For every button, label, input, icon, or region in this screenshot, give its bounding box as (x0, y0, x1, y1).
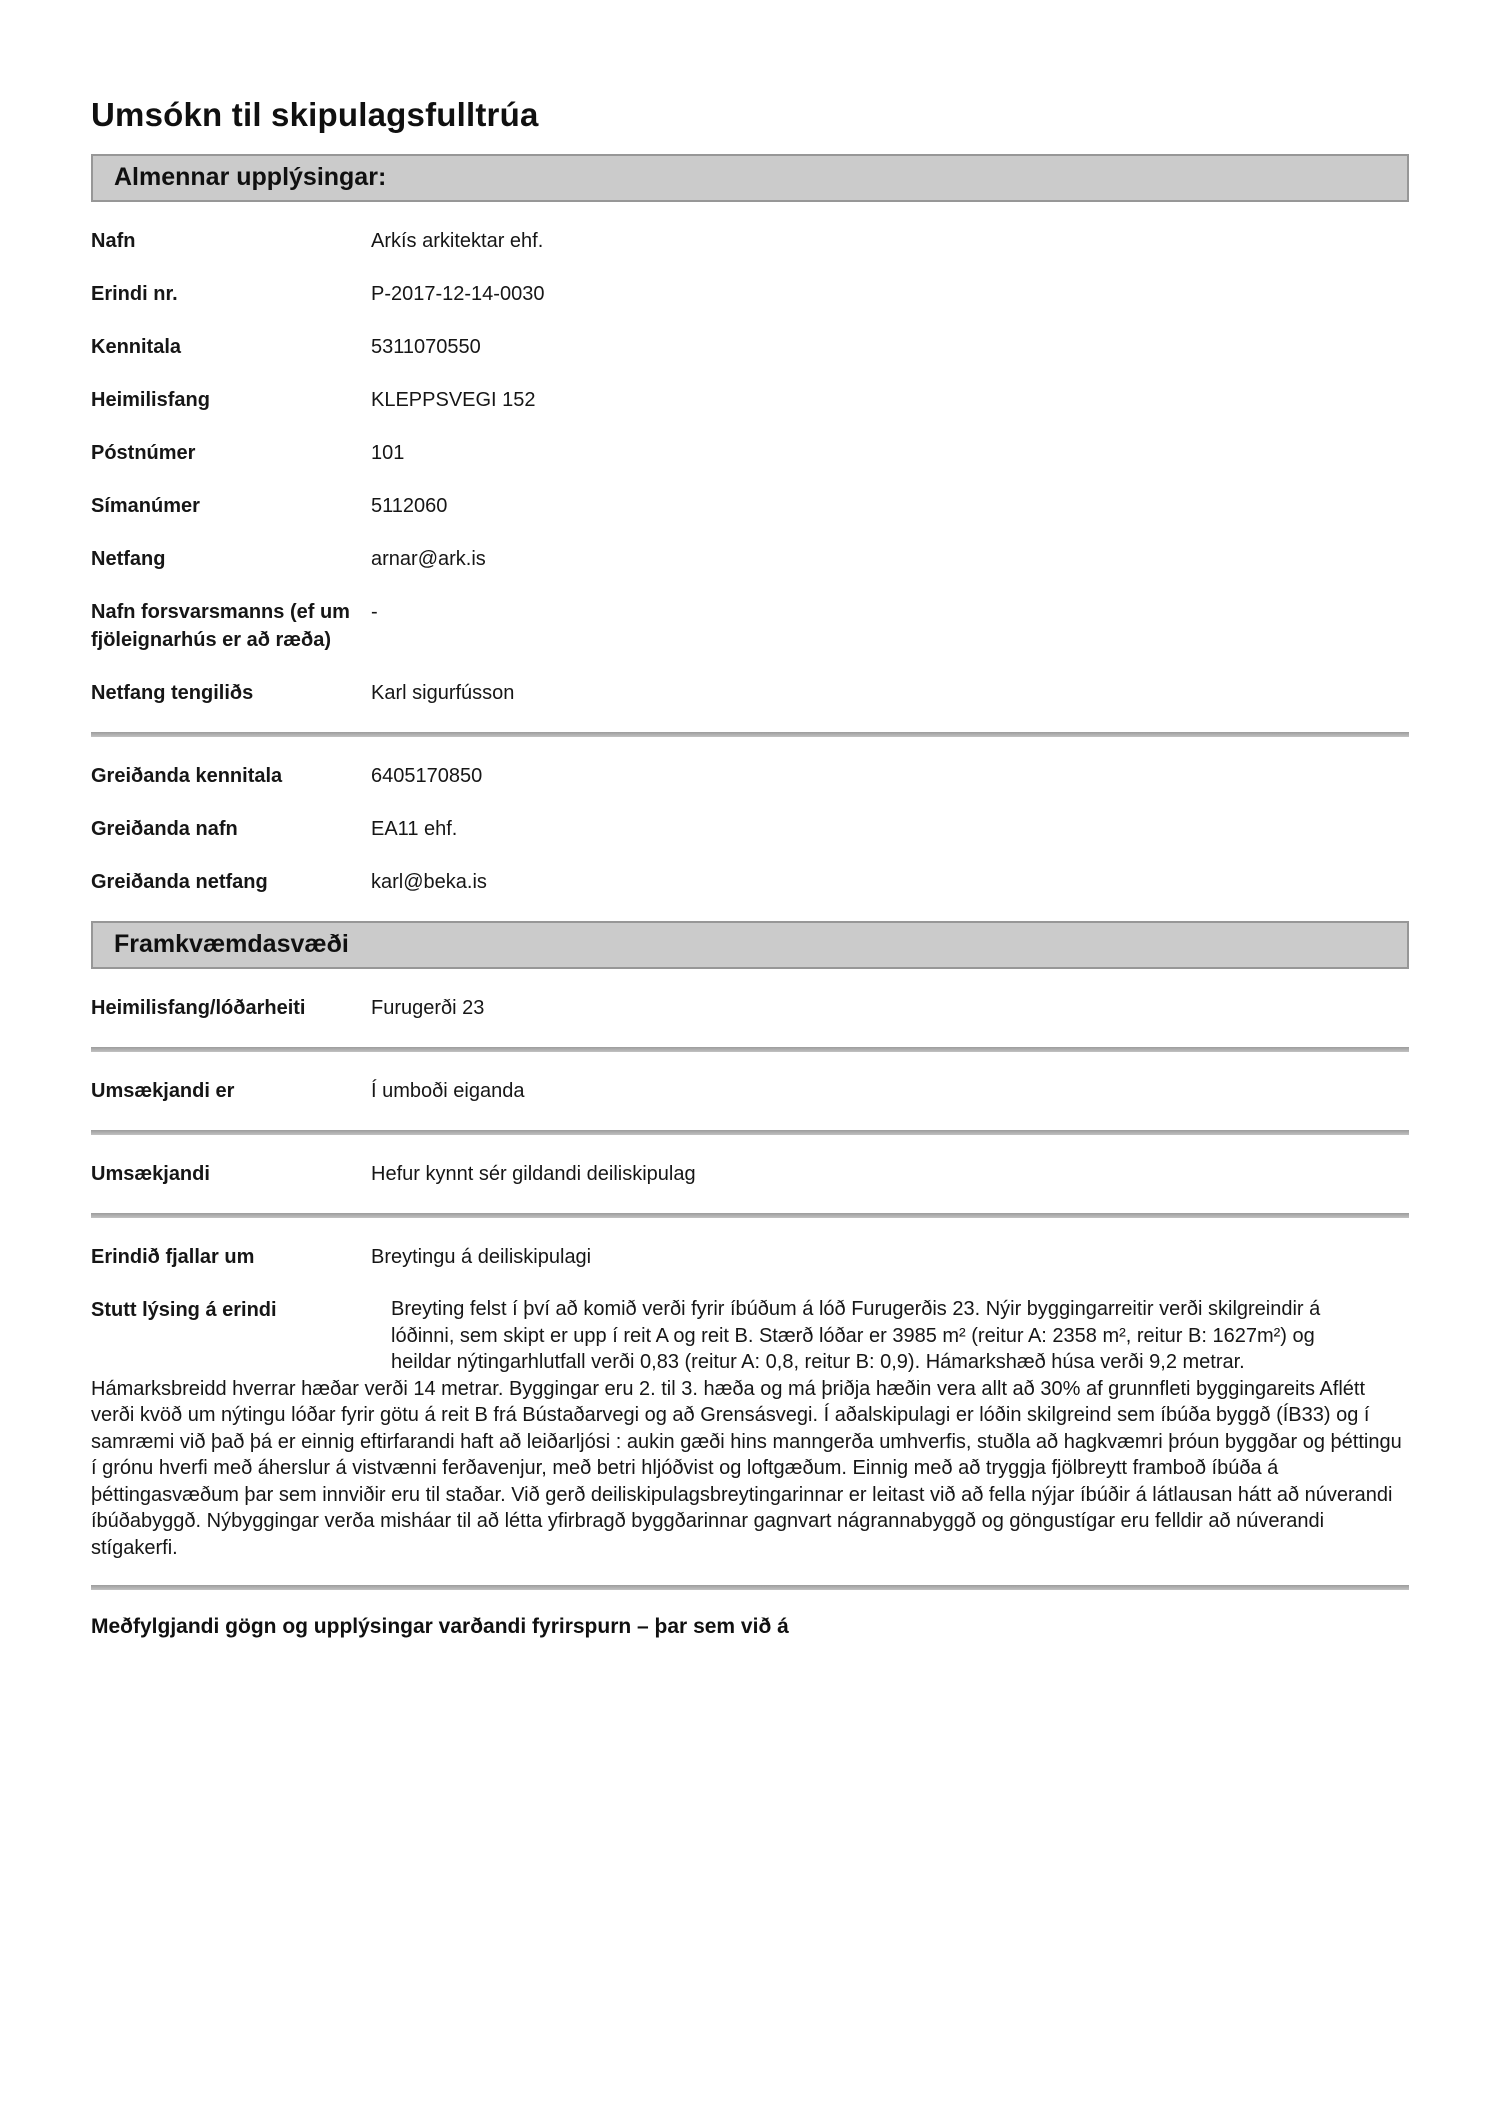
section-header-project: Framkvæmdasvæði (91, 921, 1409, 969)
description-text: Breyting felst í því að komið verði fyrir íbúðum á lóð Furugerðis 23. Nýir byggingarreitir verði skilgreindir á lóðinni, sem skipt er upp í reit A og reit B. Stærð lóðar er 3985 m² (reitur A: 2358 m², reitur B: 1627m²) og heildar nýtingarhlutfall verði 0,83 (reitur A: 0,8, reitur B: 0,9). Hámarkshæð húsa verði 9,2 metrar. Hámarksbreidd hverrar hæðar verði 14 metrar. Byggingar eru 2. til 3. hæða og má þriðja hæðin vera allt að 30% af grunnfleti byggingareits Aflétt verði kvöð um nýtingu lóðar fyrir götu á reit B frá Bústaðarvegi og að Grensásvegi. Í aðalskipulagi er lóðin skilgreind sem íbúða byggð (ÍB33) og í samræmi við það þá er einnig eftirfarandi haft að leiðarljósi : aukin gæði hins manngerða umhverfis, stuðla að hagkvæmri þróun byggðar og þéttingu í grónu hverfi með áherslur á vistvænni ferðavenjur, með betri hljóðvist og loftgæðum. Einnig með að tryggja fjölbreytt framboð íbúða á þéttingasvæðum þar sem innviðir eru til staðar. Við gerð deiliskipulagsbreytingarinnar er leitast við að fella nýjar íbúðir á látlausan hátt að núverandi íbúðabyggð. Nýbyggingar verða misháar til að létta yfirbragð byggðarinnar gagnvart nágrannabyggð og göngustígar eru felldir að núverandi stígakerfi. (91, 1298, 1402, 1559)
field-row (91, 1160, 1409, 1188)
field-label: Símanúmer (91, 495, 200, 517)
field-value: karl@beka.is (371, 871, 487, 893)
field-row (91, 386, 1409, 414)
field-value: Breytingu á deiliskipulagi (371, 1246, 592, 1268)
field-value: 5311070550 (371, 336, 481, 358)
field-row (91, 1077, 1409, 1105)
document-page (91, 0, 1409, 1639)
field-label: Póstnúmer (91, 442, 196, 464)
field-row (91, 492, 1409, 520)
field-row (91, 679, 1409, 707)
field-value: 6405170850 (371, 765, 483, 787)
field-value: Furugerði 23 (371, 997, 485, 1019)
field-label: Netfang (91, 548, 166, 570)
field-row (91, 227, 1409, 255)
field-value: Karl sigurfússon (371, 682, 515, 704)
divider (91, 1130, 1409, 1135)
field-label: Erindið fjallar um (91, 1246, 255, 1268)
field-value: 101 (371, 442, 405, 464)
page-title: Umsókn til skipulagsfulltrúa (91, 96, 539, 133)
field-label: Netfang tengiliðs (91, 682, 254, 704)
divider (91, 732, 1409, 737)
description-label: Stutt lýsing á erindi (91, 1299, 277, 1321)
field-label: Umsækjandi (91, 1163, 210, 1185)
field-row (91, 868, 1409, 896)
field-row (91, 280, 1409, 308)
field-label: Greiðanda netfang (91, 871, 268, 893)
field-label: Kennitala (91, 336, 182, 358)
field-label: Umsækjandi er (91, 1080, 235, 1102)
field-value: - (371, 601, 378, 623)
field-value: arnar@ark.is (371, 548, 486, 570)
field-row (91, 994, 1409, 1022)
field-row (91, 762, 1409, 790)
field-row (91, 439, 1409, 467)
field-label: Greiðanda nafn (91, 818, 238, 840)
field-label: Heimilisfang/lóðarheiti (91, 997, 306, 1019)
description-right-spacer (1345, 1296, 1409, 1352)
field-row (91, 1243, 1409, 1271)
field-row (91, 598, 1409, 654)
field-row (91, 545, 1409, 573)
field-label: Heimilisfang (91, 389, 210, 411)
field-label: Nafn forsvarsmanns (ef um fjöleignarhús er að ræða) (91, 601, 350, 651)
field-value: EA11 ehf. (371, 818, 458, 840)
field-value: Í umboði eiganda (371, 1080, 525, 1102)
field-value: Hefur kynnt sér gildandi deiliskipulag (371, 1163, 696, 1185)
divider (91, 1047, 1409, 1052)
payer-rows (91, 762, 1409, 896)
project-rows (91, 994, 1409, 1271)
description-block (91, 1296, 1409, 1561)
section-header-general: Almennar upplýsingar: (91, 154, 1409, 202)
field-value: KLEPPSVEGI 152 (371, 389, 536, 411)
general-rows (91, 227, 1409, 707)
attachments-heading: Meðfylgjandi gögn og upplýsingar varðandi fyrirspurn – þar sem við á (91, 1615, 789, 1638)
field-value: P-2017-12-14-0030 (371, 283, 545, 305)
field-label: Nafn (91, 230, 136, 252)
field-label: Greiðanda kennitala (91, 765, 283, 787)
field-value: Arkís arkitektar ehf. (371, 230, 544, 252)
field-label: Erindi nr. (91, 283, 178, 305)
field-value: 5112060 (371, 495, 448, 517)
field-row (91, 333, 1409, 361)
divider (91, 1213, 1409, 1218)
field-row (91, 815, 1409, 843)
divider (91, 1585, 1409, 1590)
